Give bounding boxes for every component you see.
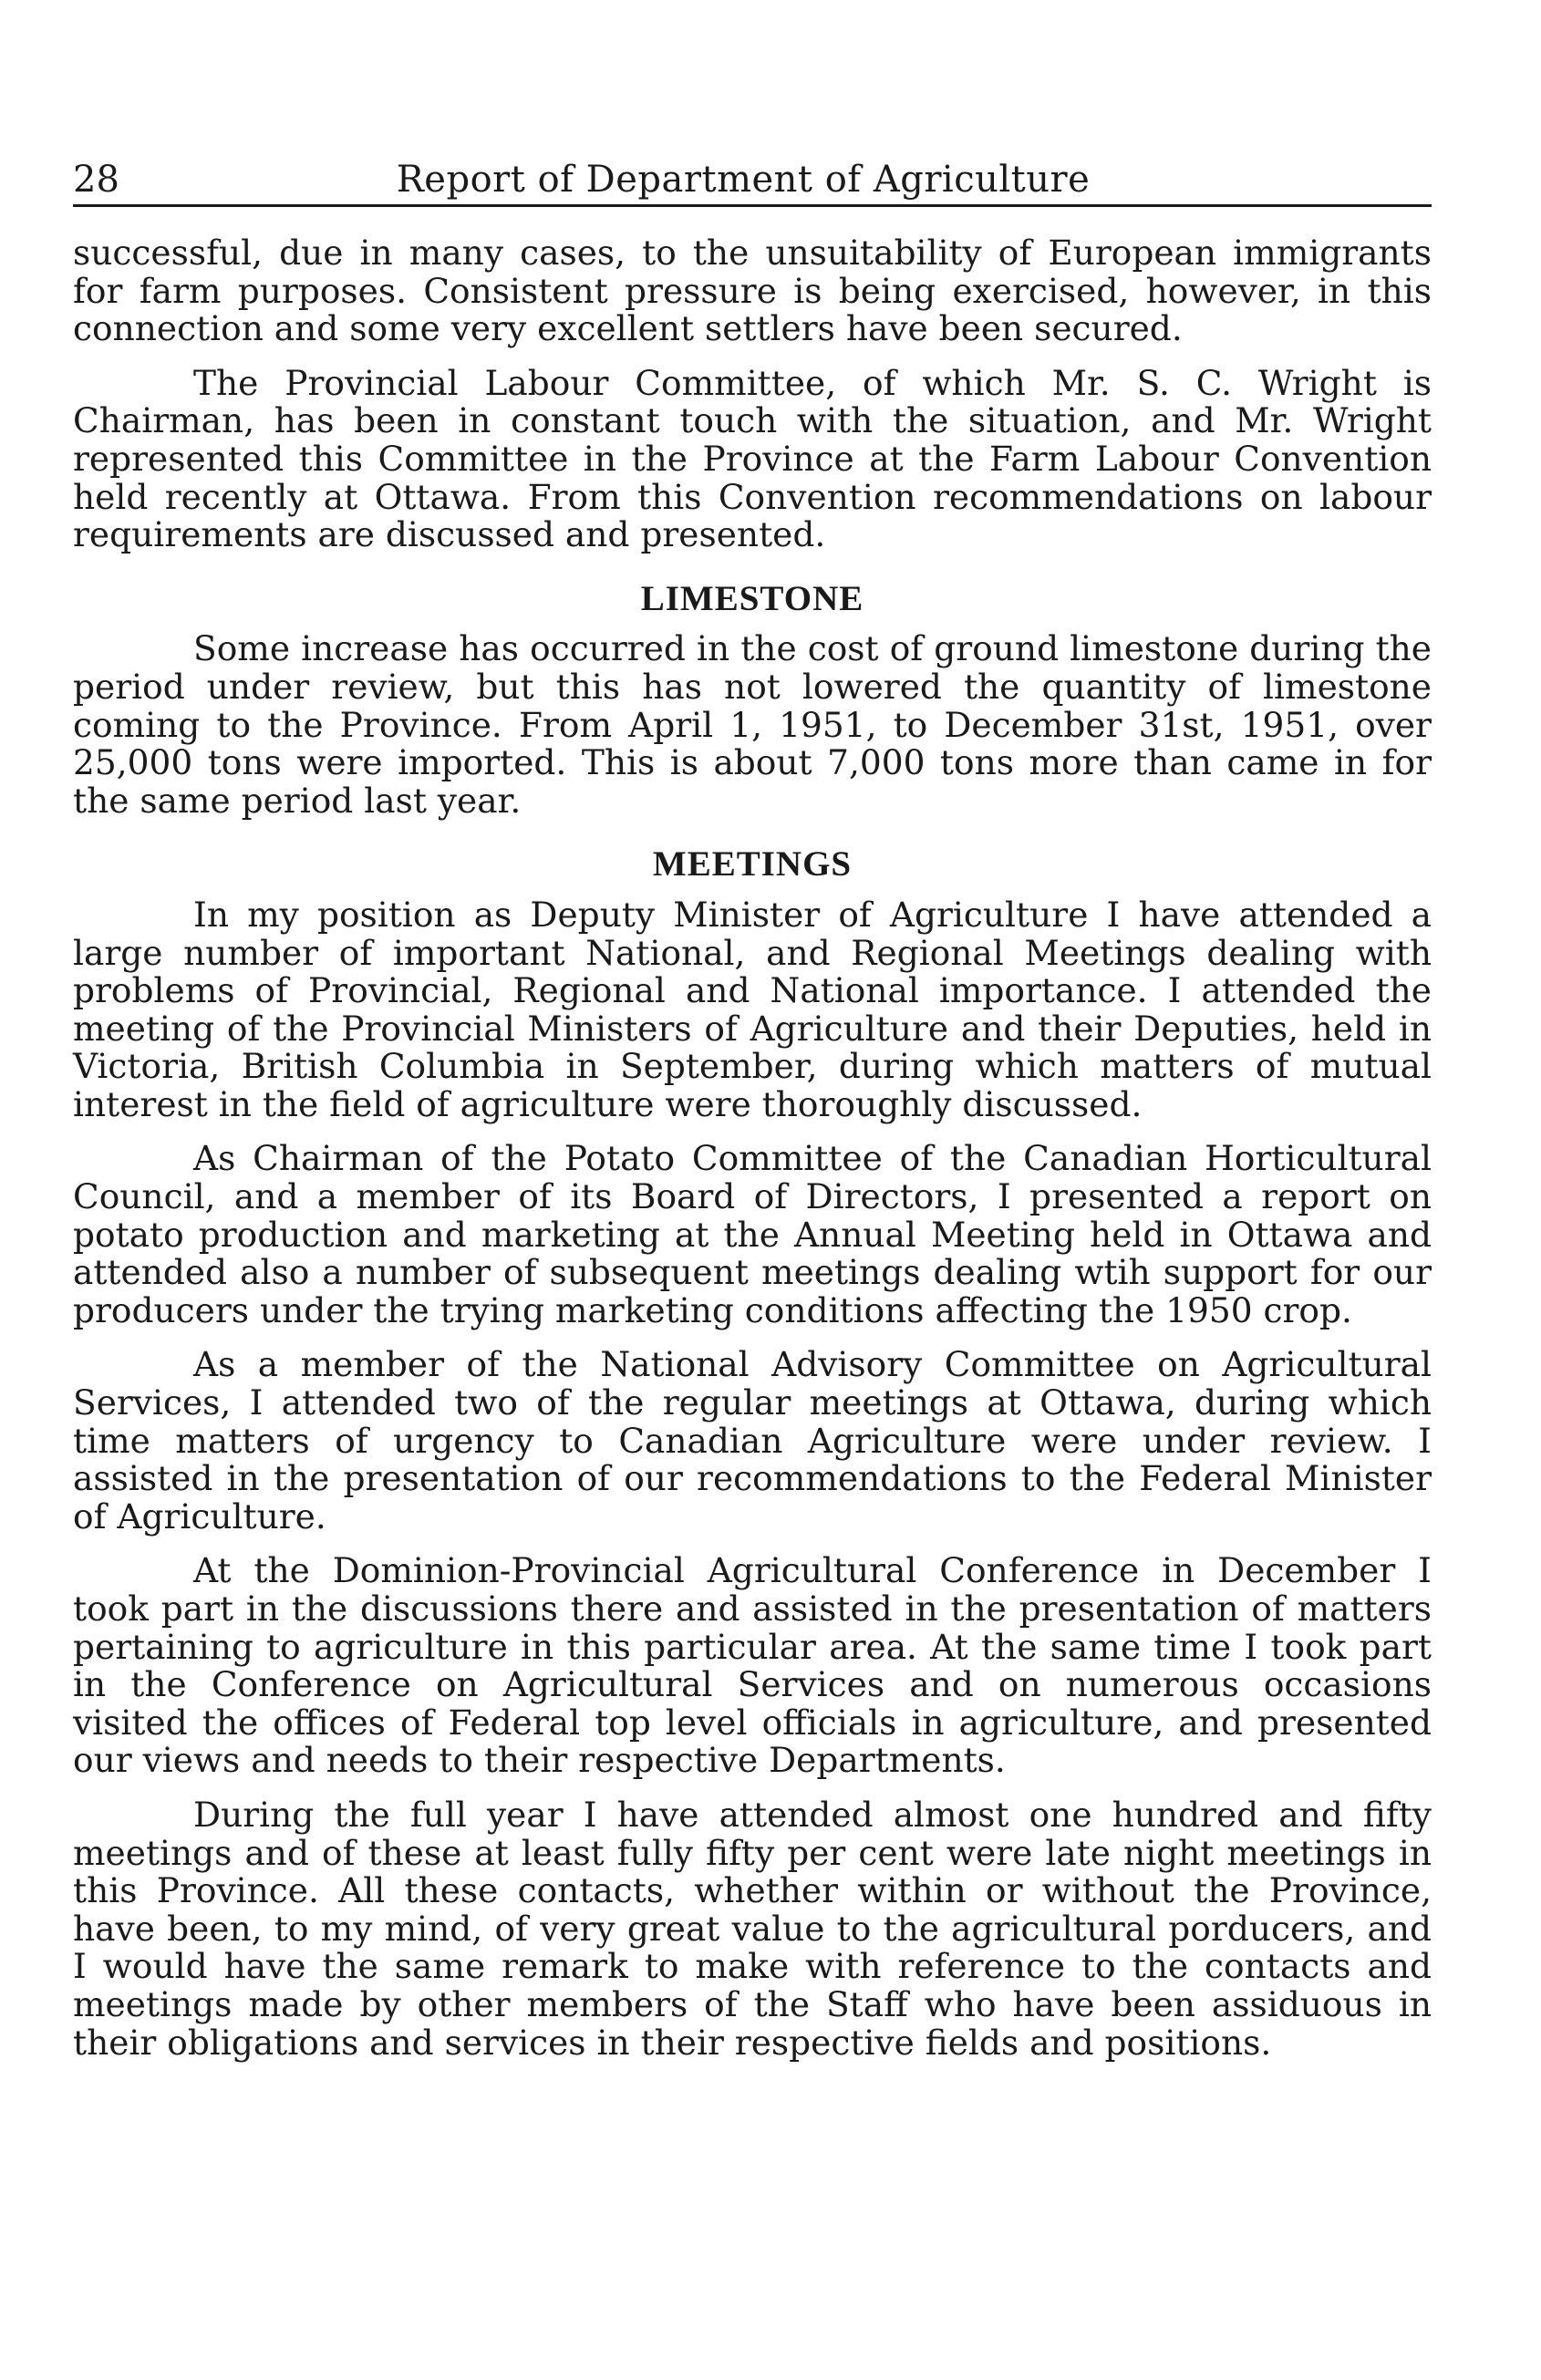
paragraph-advisory-committee: As a member of the National Advisory Committee on Agricultural Services, I attended two of the regular meetings at Ottawa, during which time matters of urgency to Canadian Agriculture were under review. I assisted in the presentation of our recommendations to the Federal Minister of Agriculture. — [73, 1344, 1432, 1537]
page-header — [73, 137, 1432, 207]
body-text — [73, 234, 1432, 2062]
running-title: Report of Department of Agriculture — [396, 159, 1091, 201]
paragraph-full-year: During the full year I have attended almost one hundred and fifty meetings and of these at least fully fifty per cent were late night meetings in this Province. All these contacts, whether within or without the Province, have been, to my mind, of very great value to the agricultural porducers, and I would have the same remark to make with reference to the contacts and meetings made by other members of the Staff who have been assiduous in their obligations and services in their respective fields and positions. — [73, 1794, 1432, 2063]
section-heading-meetings: MEETINGS — [652, 844, 853, 885]
document-page — [73, 137, 1432, 2062]
page-number: 28 — [73, 159, 119, 201]
paragraph-limestone: Some increase has occurred in the cost of ground limestone during the period under review, but this has not lowered the quantity of limestone coming to the Province. From April 1, 1951, to December 31st, 1951, over 25,000 tons were imported. This is about 7,000 tons more than came in for the same period last year. — [73, 628, 1432, 821]
section-heading-limestone: LIMESTONE — [640, 578, 864, 618]
paragraph-continued: successful, due in many cases, to the unsuitability of European immigrants for farm purposes. Consistent pressure is being exercised, however, in this connection and some very excellent settlers have been secured. — [73, 233, 1432, 349]
paragraph-potato-committee: As Chairman of the Potato Committee of the Canadian Horticultural Council, and a member of its Board of Directors, I presented a report on potato production and marketing at the Annual Meeting held in Ottawa and attended also a number of subsequent meetings dealing wtih support for our producers under the trying marketing conditions affecting the 1950 crop. — [73, 1138, 1432, 1330]
paragraph-deputy-minister: In my position as Deputy Minister of Agriculture I have attended a large number of important National, and Regional Meetings dealing with problems of Provincial, Regional and National importance. I attended the meeting of the Provincial Ministers of Agriculture and their Deputies, held in Victoria, British Columbia in September, during which matters of mutual interest in the field of agriculture were thoroughly discussed. — [73, 894, 1432, 1124]
paragraph-labour-committee: The Provincial Labour Committee, of which Mr. S. C. Wright is Chairman, has been in constant touch with the situation, and Mr. Wright represented this Committee in the Province at the Farm Labour Convention held recently at Ottawa. From this Convention recommendations on labour requirements are discussed and presented. — [73, 362, 1432, 555]
paragraph-dominion-conference: At the Dominion-Provincial Agricultural Conference in December I took part in the discussions there and assisted in the presentation of matters pertaining to agriculture in this particular area. At the same time I took part in the Conference on Agricultural Services and on numerous occasions visited the offices of Federal top level officials in agriculture, and presented our views and needs to their respective Departments. — [73, 1550, 1432, 1781]
